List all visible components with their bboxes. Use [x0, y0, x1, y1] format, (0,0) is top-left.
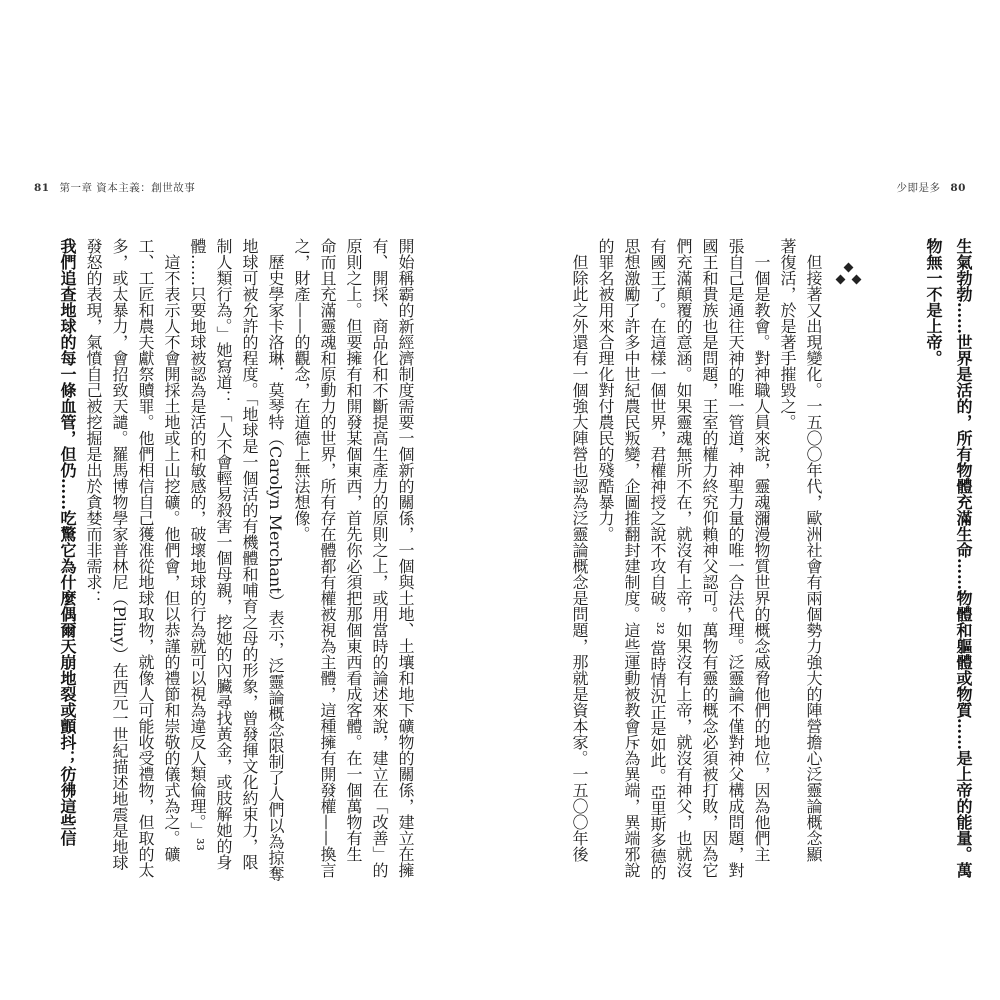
- body-line: 開始稱霸的新經濟制度需要一個新的關係，一個與土地、土壤和地下礦物的關係，建立在擁: [396, 238, 415, 878]
- body-line: 工、工匠和農夫獻祭贖罪。他們相信自己獲准從地球取物，就像人可能收受禮物，但取的太: [136, 238, 155, 878]
- body-line: 著復活，於是著手摧毀之。: [778, 238, 797, 430]
- left-page-number: 81: [34, 182, 50, 194]
- body-line: 一個是教會。對神職人員來說，靈魂瀰漫物質世界的概念威脅他們的地位，因為他們主: [752, 254, 771, 862]
- body-line: 多，或太暴力，會招致天譴。羅馬博物學家普林尼（Pliny）在西元一世紀描述地震是地球: [110, 238, 129, 871]
- body-line: 們充滿顛覆的意涵。如果靈魂無所不在，就沒有上帝，如果沒有上帝，就沒有神父，也就沒: [674, 238, 693, 878]
- quote-line: 我們追查地球的每一條血管，但仍……吃驚它為什麼偶爾天崩地裂或顫抖；彷彿這些信: [58, 238, 77, 846]
- left-running-header: [28, 180, 195, 195]
- body-line: 這不表示人不會開採土地或上山挖礦。他們會，但以恭謹的禮節和崇敬的儀式為之。礦: [162, 254, 181, 862]
- body-line: 命而且充滿靈魂和原動力的世界，所有存在體都有權被視為主體，這種擁有開發權——換言: [318, 238, 337, 878]
- body-line: 發怒的表現，氣憤自己被挖掘是出於貪婪而非需求：: [84, 238, 103, 606]
- quote-line: 物無一不是上帝。: [924, 238, 943, 366]
- body-line: 但接著又出現變化。一五〇〇年代，歐洲社會有兩個勢力強大的陣營擔心泛靈論概念顯: [804, 254, 823, 862]
- body-line: 思想激勵了許多中世紀農民叛變，企圖推翻封建制度。這些運動被教會斥為異端，異端邪說: [622, 238, 641, 878]
- body-line: 的罪名被用來合理化對付農民的殘酷暴力。: [596, 238, 615, 542]
- right-running-header: [897, 180, 972, 195]
- body-line: 歷史學家卡洛琳．莫琴特（Carolyn Merchant）表示，泛靈論概念限制了人們以為掠奪: [266, 254, 285, 882]
- body-line: 國王和貴族也是問題，王室的權力終究仰賴神父認可。萬物有靈的概念必須被打敗，因為它: [700, 238, 719, 878]
- body-line: 地球可被允許的程度。「地球是一個活的有機體和哺育之母的形象，曾發揮文化約束力，限: [240, 238, 259, 870]
- body-line: 有、開採、商品化和不斷提高生產力的原則之上，或用當時的論述來說，建立在「改善」的: [370, 238, 389, 878]
- body-line: 之，財產——的觀念，在道德上無法想像。: [292, 238, 311, 542]
- chapter-title: 第一章 資本主義：創世故事: [59, 182, 196, 194]
- body-line: 有國王了。在這樣一個世界，君權神授之說不攻自破。³² 當時情況正是如此。亞里斯多德的: [648, 238, 667, 880]
- body-line: 原則之上。但要擁有和開發某個東西，首先你必須把那個東西看成客體。在一個萬物有生: [344, 238, 363, 862]
- right-page-number: 80: [950, 182, 966, 194]
- body-line: 但除此之外還有一個強大陣營也認為泛靈論概念是問題，那就是資本家。一五〇〇年後: [570, 254, 589, 862]
- running-title: 少即是多: [896, 182, 941, 194]
- body-line: 制人類行為。」她寫道：「人不會輕易殺害一個母親，挖她的內臟尋找黃金，或肢解她的身: [214, 238, 233, 870]
- quote-line: 生氣勃勃……世界是活的，所有物體充滿生命……物體和軀體或物質……是上帝的能量。萬: [954, 238, 973, 878]
- body-line: 體……只要地球被認為是活的和敏感的，破壞地球的行為就可以視為違反人類倫理。」³³: [188, 238, 207, 851]
- body-line: 張自己是通往天神的唯一管道，神聖力量的唯一合法代理。泛靈論不僅對神父構成問題，對: [726, 238, 745, 878]
- three-diamond-ornament: [834, 262, 864, 292]
